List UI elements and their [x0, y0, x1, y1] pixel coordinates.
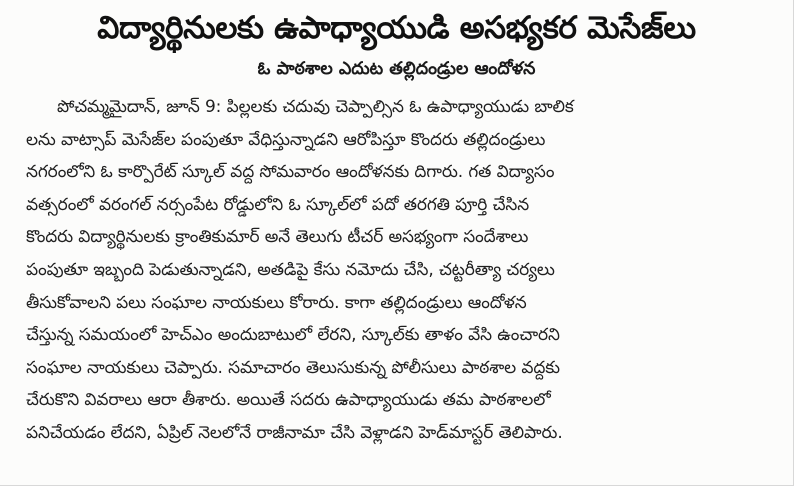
body-line: చేస్తున్న సమయంలో హెచ్ఎం అందుబాటులో లేరని, స్కూల్‌కు తాళం వేసి ఉంచారని — [26, 325, 560, 346]
body-line: సంఘాల నాయకులు చెప్పారు. సమాచారం తెలుసుకున్న పోలీసులు పాఠశాల వద్దకు — [26, 357, 560, 378]
body-line: కొందరు విద్యార్థినులకు క్రాంతికుమార్ అనే తెలుగు టీచర్ అసభ్యంగా సందేశాలు — [26, 227, 529, 248]
body-line: పనిచేయడం లేదని, ఏప్రిల్ నెలలోనే రాజీనామా చేసి వెళ్లాడని హెడ్‌మాస్టర్ తెలిపారు. — [26, 422, 563, 443]
body-line: వత్సరంలో వరంగల్ నర్సంపేట రోడ్డులోని ఓ స్కూల్‌లో పదో తరగతి పూర్తి చేసిన — [26, 194, 530, 215]
headline: విద్యార్థినులకు ఉపాధ్యాయుడి అసభ్యకర మెసేజ్‌లు — [97, 10, 696, 46]
body-line: పోచమ్మమైదాన్, జూన్ 9: పిల్లలకు చదువు చెప్పాల్సిన ఓ ఉపాధ్యాయుడు బాలిక — [57, 97, 574, 117]
body-line: చేరుకొని వివరాలు ఆరా తీశారు. అయితే సదరు ఉపాధ్యాయుడు తమ పాఠశాలలో — [26, 390, 551, 411]
body-line: లను వాట్సాప్ మెసేజ్‌ల పంపుతూ వేధిస్తున్నాడని ఆరోపిస్తూ కొందరు తల్లిదండ్రులు — [26, 129, 546, 150]
body-line: తీసుకోవాలని పలు సంఘాల నాయకులు కోరారు. కాగా తల్లిదండ్రులు ఆందోళన — [26, 292, 527, 313]
body-line: పంపుతూ ఇబ్బంది పెడుతున్నాడని, అతడిపై కేసు నమోదు చేసి, చట్టరీత్యా చర్యలు — [26, 259, 555, 280]
subheadline: ఓ పాఠశాల ఎదుట తల్లిదండ్రుల ఆందోళన — [257, 59, 536, 79]
body-line: నగరంలోని ఓ కార్పొరేట్ స్కూల్ వద్ద సోమవారం ఆందోళనకు దిగారు. గత విద్యాసం — [26, 162, 555, 183]
article-body — [26, 91, 774, 450]
